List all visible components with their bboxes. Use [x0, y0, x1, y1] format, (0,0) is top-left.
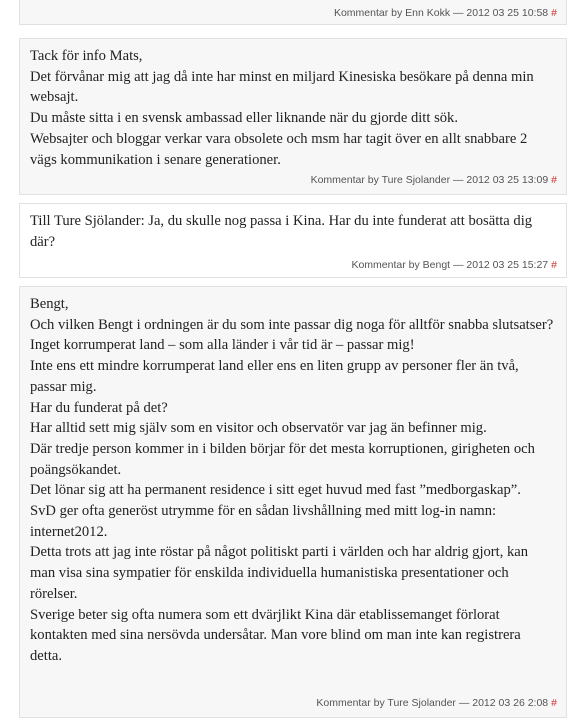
comment-meta	[334, 7, 557, 19]
comment-body: Bengt, Och vilken Bengt i ordningen är du som inte passar dig noga för alltför snabba slutsatser? Inget korrumperat land – som alla länder i vår tid är – passar mig! Inte ens ett mindre korrumperat land eller ens en liten grupp av personer fler än två, passar mig. Har du funderat på det? Har alltid sett mig själv som en visitor och observatör var jag än befinner mig. Där tredje person kommer in i bilden börjar för det mesta korruptionen, girigheten och poängsökandet. Det lönar sig att ha permanent residence i sitt eget huvud med fast ”medborgaskap”. SvD ger ofta generöst utrymme för en sådan livshållning med mitt log-in namn: internet2012. Detta trots att jag inte röstar på något politiskt parti i världen och har aldrig gjort, kan man visa sina sympatier för enskilda individuella humanistiska presentationer och rörelser. Sverige beter sig ofta numera som ett dvärjlikt Kina där etablissemanget förlorat kontakten med sina nersövda undersåtar. Man vore blind om man inte kan registrera detta.	[30, 296, 554, 664]
permalink-hash-link[interactable]: #	[551, 259, 557, 271]
comment-meta	[351, 259, 557, 271]
comment-meta	[316, 697, 557, 709]
permalink-hash-link[interactable]: #	[551, 7, 557, 19]
permalink-hash-link[interactable]: #	[551, 697, 557, 709]
comment-card	[19, 286, 567, 718]
permalink-hash-link[interactable]: #	[551, 174, 557, 186]
comment-byline: Kommentar by Ture Sjolander — 2012 03 25 13:09	[310, 174, 549, 186]
comment-card	[19, 203, 567, 278]
comment-body: Till Ture Sjölander: Ja, du skulle nog passa i Kina. Har du inte funderat att bosätta dig där?	[30, 213, 533, 250]
comment-meta	[311, 174, 557, 186]
comment-byline: Kommentar by Bengt — 2012 03 25 15:27	[351, 259, 549, 271]
comment-card	[19, 38, 567, 195]
comment-byline: Kommentar by Ture Sjolander — 2012 03 26 2:08	[316, 697, 549, 709]
comment-byline: Kommentar by Enn Kokk — 2012 03 25 10:58	[333, 7, 549, 19]
comment-card	[19, 0, 567, 25]
comment-body: Tack för info Mats, Det förvånar mig att jag då inte har minst en miljard Kinesiska besökare på denna min websajt. Du måste sitta i en svensk ambassad eller liknande när du gjorde ditt sök. Websajter och bloggar verkar vara obsolete och msm har tagit över en allt snabbare 2 vägs kommunikation i senare generationer.	[30, 48, 534, 168]
